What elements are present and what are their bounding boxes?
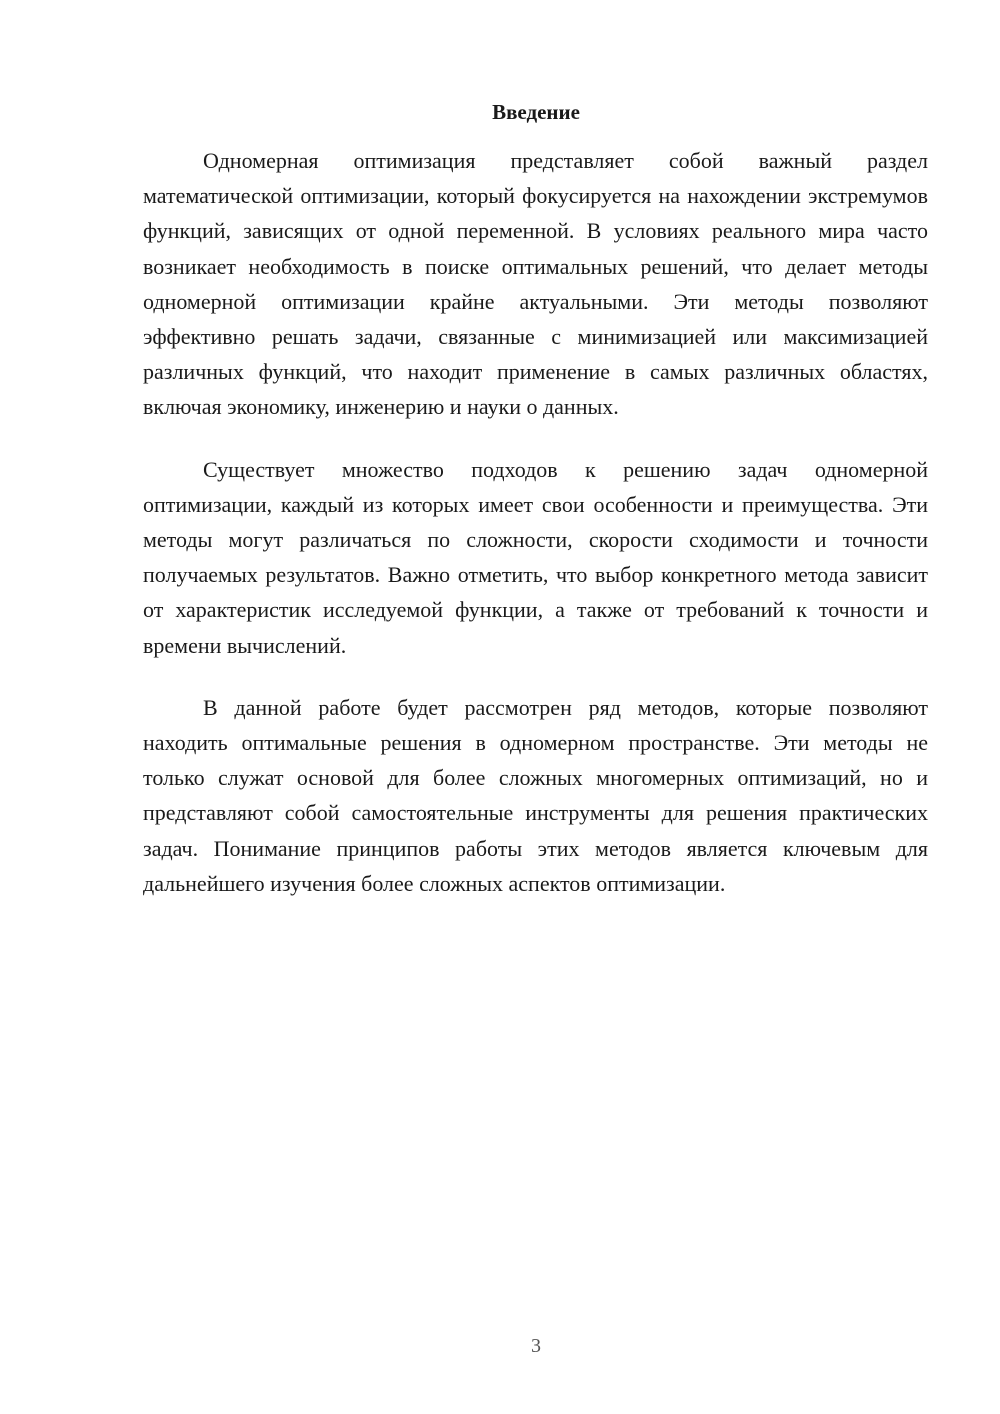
section-heading: Введение [492, 100, 580, 124]
paragraph-1: Одномерная оптимизация представляет собой важный раздел математической оптимизации, который фокусируется на нахождении экстремумов функций, зависящих от одной переменной. В условиях реального мира часто возникает необходимость в поиске оптимальных решений, что делает методы одномерной оптимизации крайне актуальными. Эти методы позволяют эффективно решать задачи, связанные с минимизацией или максимизацией различных функций, что находит применение в самых различных областях, включая экономику, инженерию и науки о данных. [143, 148, 928, 420]
body-text [143, 143, 928, 928]
paragraph-2: Существует множество подходов к решению задач одномерной оптимизации, каждый из которых имеет свои особенности и преимущества. Эти методы могут различаться по сложности, скорости сходимости и точности получаемых результатов. Важно отметить, что выбор конкретного метода зависит от характеристик исследуемой функции, а также от требований к точности и времени вычислений. [143, 456, 928, 658]
paragraph-3: В данной работе будет рассмотрен ряд методов, которые позволяют находить оптимальные решения в одномерном пространстве. Эти методы не только служат основой для более сложных многомерных оптимизаций, но и представляют собой самостоятельные инструменты для решения практических задач. Понимание принципов работы этих методов является ключевым для дальнейшего изучения более сложных аспектов оптимизации. [143, 694, 928, 896]
page-number: 3 [531, 1335, 541, 1357]
